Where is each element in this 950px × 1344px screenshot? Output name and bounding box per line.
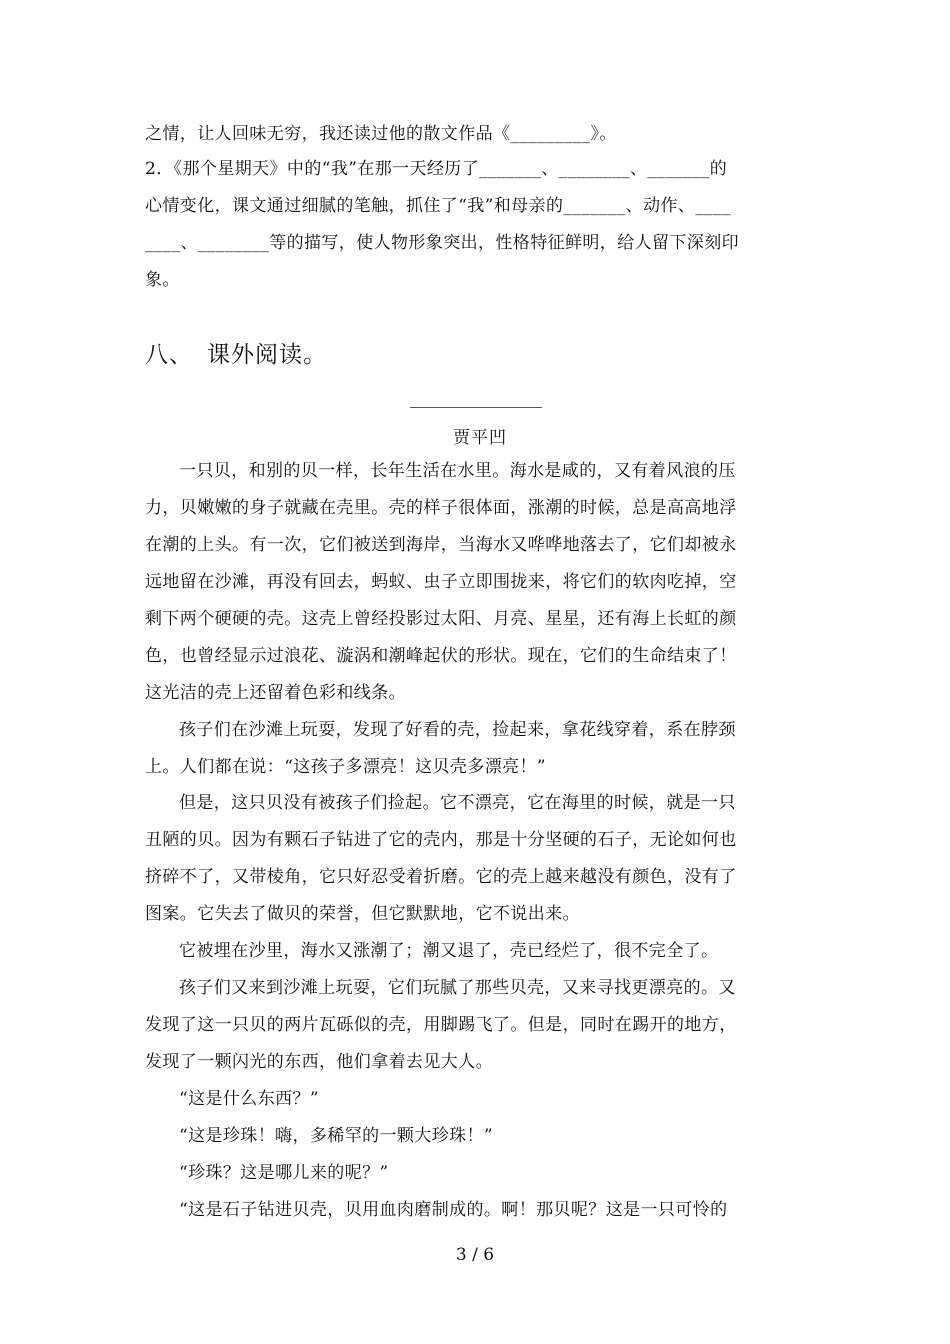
title-blank-line (410, 407, 542, 408)
section-title: 课外阅读。 (207, 342, 327, 368)
article-line: 孩子们又来到沙滩上玩耍，它们玩腻了那些贝壳，又来寻找更漂亮的。又 (179, 978, 736, 998)
article-line: 力，贝嫩嫩的身子就藏在壳里。壳的样子很体面，涨潮的时候，总是高高地浮 (145, 498, 737, 518)
article-line: 发现了一颗闪光的东西，他们拿着去见大人。 (145, 1052, 493, 1072)
article-author: 贾平凹 (453, 428, 507, 448)
question-2-line: 2．《那个星期天》中的“我”在那一天经历了_______、________、_______的 (145, 159, 728, 179)
article-line: 远地留在沙滩，再没有回去，蚂蚁、虫子立即围拢来，将它们的软肉吃掉，空 (145, 572, 737, 592)
dialogue-line: “这是什么东西？” (179, 1089, 319, 1109)
dialogue-line: “这是石子钻进贝壳，贝用血肉磨制成的。啊！那贝呢？这是一只可怜的 (179, 1200, 728, 1220)
dialogue-line: “珍珠？这是哪儿来的呢？” (179, 1163, 389, 1183)
article-line: 它被埋在沙里，海水又涨潮了；潮又退了，壳已经烂了，很不完全了。 (179, 941, 719, 961)
text-line: 心情变化，课文通过细腻的笔触，抓住了“我”和母亲的_______、动作、____ (145, 196, 731, 216)
dialogue-line: “这是珍珠！嗨，多稀罕的一颗大珍珠！” (179, 1126, 493, 1146)
article-line: 上。人们都在说：“这孩子多漂亮！这贝壳多漂亮！” (145, 757, 546, 777)
article-line: 孩子们在沙滩上玩耍，发现了好看的壳，捡起来，拿花线穿着，系在脖颈 (179, 720, 736, 740)
text-line: 之情，让人回味无穷，我还读过他的散文作品《_________》。 (145, 124, 617, 144)
article-line: 剩下两个硬硬的壳。这壳上曾经投影过太阳、月亮、星星，还有海上长虹的颜 (145, 609, 737, 629)
article-line: 一只贝，和别的贝一样，长年生活在水里。海水是咸的，又有着风浪的压 (179, 461, 736, 481)
section-number: 八、 (145, 342, 193, 368)
article-line: 丑陋的贝。因为有颗石子钻进了它的壳内，那是十分坚硬的石子，无论如何也 (145, 830, 737, 850)
text-line: 象。 (145, 270, 180, 290)
page-number: 3 / 6 (455, 1245, 495, 1265)
article-line: 在潮的上头。有一次，它们被送到海岸，当海水又哗哗地落去了，它们却被永 (145, 535, 737, 555)
section-heading (145, 341, 327, 369)
article-line: 这光洁的壳上还留着色彩和线条。 (145, 683, 406, 703)
article-line: 发现了这一只贝的两片瓦砾似的壳，用脚踢飞了。但是，同时在踢开的地方， (145, 1015, 737, 1035)
text-line: ____、________等的描写，使人物形象突出，性格特征鲜明，给人留下深刻印 (145, 233, 739, 253)
article-line: 挤碎不了，又带棱角，它只好忍受着折磨。它的壳上越来越没有颜色，没有了 (145, 867, 737, 887)
article-line: 但是，这只贝没有被孩子们捡起。它不漂亮，它在海里的时候，就是一只 (179, 793, 736, 813)
article-line: 图案。它失去了做贝的荣誉，但它默默地，它不说出来。 (145, 904, 580, 924)
article-line: 色，也曾经显示过浪花、漩涡和潮峰起伏的形状。现在，它们的生命结束了！ (145, 646, 737, 666)
